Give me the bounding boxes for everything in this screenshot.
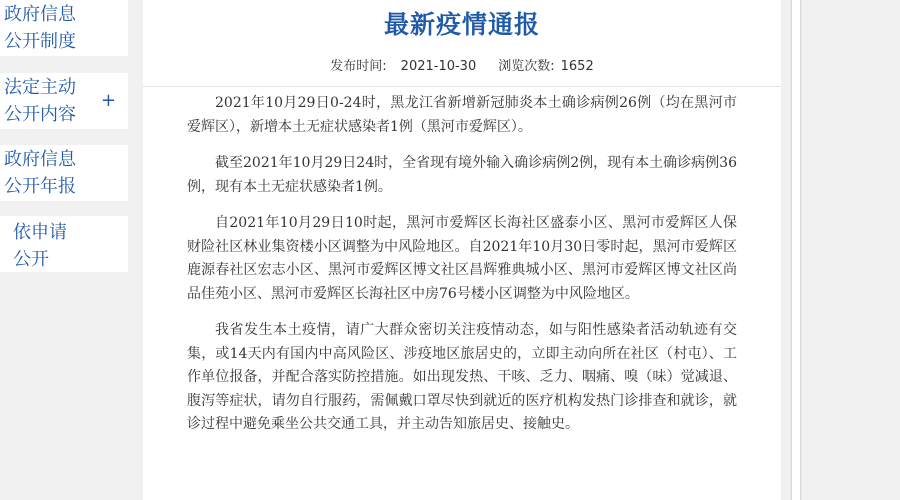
page-title: 最新疫情通报 [383,10,540,39]
article-panel [143,0,781,500]
article-body [143,92,781,437]
sidebar-item-statutory-content[interactable] [0,73,128,129]
expand-plus-icon[interactable]: + [100,90,116,111]
article-meta [143,57,781,77]
views-count: 1652 [560,59,594,74]
sidebar-item-application-disclosure[interactable] [0,216,128,272]
article-paragraph: 自2021年10月29日10时起，黑河市爱辉区长海社区盛泰小区、黑河市爱辉区人保财险社区林业集资楼小区调整为中风险地区。自2021年10月30日零时起，黑河市爱辉区鹿源春社区宏志小区、黑河市爱辉区博文社区昌辉雅典城小区、黑河市爱辉区博文社区尚品佳苑小区、黑河市爱辉区长海社区中房76号楼小区调整为中风险地区。 [187,215,737,302]
article-paragraph: 我省发生本土疫情，请广大群众密切关注疫情动态，如与阳性感染者活动轨迹有交集，或14天内有国内中高风险区、涉疫地区旅居史的，立即主动向所在社区（村屯）、工作单位报备，并配合落实防控措施。如出现发热、干咳、乏力、咽痛、嗅（味）觉减退、腹泻等症状，请勿自行服药，需佩戴口罩尽快到就近的医疗机构发热门诊排查和就诊，就诊过程中避免乘坐公共交通工具，并主动告知旅居史、接触史。 [187,322,737,432]
sidebar-item-annual-report[interactable] [0,145,128,201]
sidebar-item-disclosure-system[interactable] [0,0,128,56]
sidebar-item-label: 依申请 公开 [13,222,67,270]
sidebar-item-label: 政府信息 公开年报 [4,149,76,197]
publish-label: 发布时间: [330,59,387,74]
scrollbar-track[interactable] [790,0,802,500]
divider [143,86,781,87]
publish-date: 2021-10-30 [400,59,477,74]
scrollbar-thumb[interactable] [791,0,801,500]
sidebar-item-label: 政府信息 公开制度 [4,4,76,52]
sidebar-item-label: 法定主动 公开内容 [4,77,76,125]
views-label: 浏览次数: [498,59,555,74]
article-paragraph: 截至2021年10月29日24时，全省现有境外输入确诊病例2例，现有本土确诊病例36例，现有本土无症状感染者1例。 [187,155,737,195]
article-paragraph: 2021年10月29日0-24时，黑龙江省新增新冠肺炎本土确诊病例26例（均在黑河市爱辉区），新增本土无症状感染者1例（黑河市爱辉区）。 [187,95,737,135]
